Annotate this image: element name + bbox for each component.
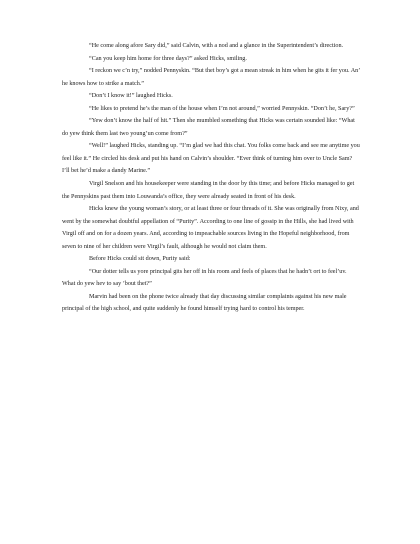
paragraph: Hicks knew the young woman’s story, or at least three or four threads of it. She was originally from Nixy, and went by the somewhat doubtful appellation of “Purity”. According to one line of gossip in the Hills, she had lived with Virgil off and on for a dozen years. And, according to impeachable sources living in the Hopeful neighborhood, from seven to nine of her children were Virgil’s fault, although he would not claim them. <box>62 206 359 250</box>
paragraph: “He come along afore Sary did,” said Calvin, with a nod and a glance in the Superintendent’s direction. <box>89 43 344 49</box>
paragraph: “Can you keep him home for three days?” asked Hicks, smiling. <box>89 55 247 62</box>
paragraph: Marvin had been on the phone twice already that day discussing similar complaints against his new male principal of the high school, and quite suddenly he found himself trying hard to control his temper. <box>62 293 347 313</box>
paragraph: Before Hicks could sit down, Purity said: <box>89 256 191 263</box>
paragraph: “Our dotter tells us yore principal gits her off in his room and feels of places that he hadn’t ort to feel’uv. What do yew hev to say ’bout thet?” <box>62 268 347 288</box>
paragraph: Virgil Snelson and his housekeeper were standing in the door by this time; and before Hicks managed to get the Pennyskins past them into Louwanda’s office, they were already seated in front of his desk. <box>62 181 355 200</box>
paragraph: “He likes to pretend he’s the man of the house when I’m not around,” worried Pennyskin. “Don’t he, Sary?” <box>89 105 355 112</box>
paragraph: “I reckon we c’n try,” nodded Pennyskin. “But thet boy’s got a mean streak in him when he gits it fer you. An’ he knows how to strike a match.” <box>62 68 360 87</box>
paragraph: “Yew don’t know the half of hit.” Then she mumbled something that Hicks was certain sounded like: “What do yew think them last two young’un come from?” <box>62 118 355 137</box>
manuscript-text <box>62 40 360 316</box>
paragraph: “Don’t I know it!” laughed Hicks. <box>89 93 173 100</box>
paragraph: “Well!” laughed Hicks, standing up. “I’m glad we had this chat. You folks come back and see me anytime you feel like it.” He circled his desk and put his hand on Calvin’s shoulder. “Ever think of turning him over to Uncle Sam? I’ll bet he’d make a dandy Marine.” <box>62 143 360 175</box>
